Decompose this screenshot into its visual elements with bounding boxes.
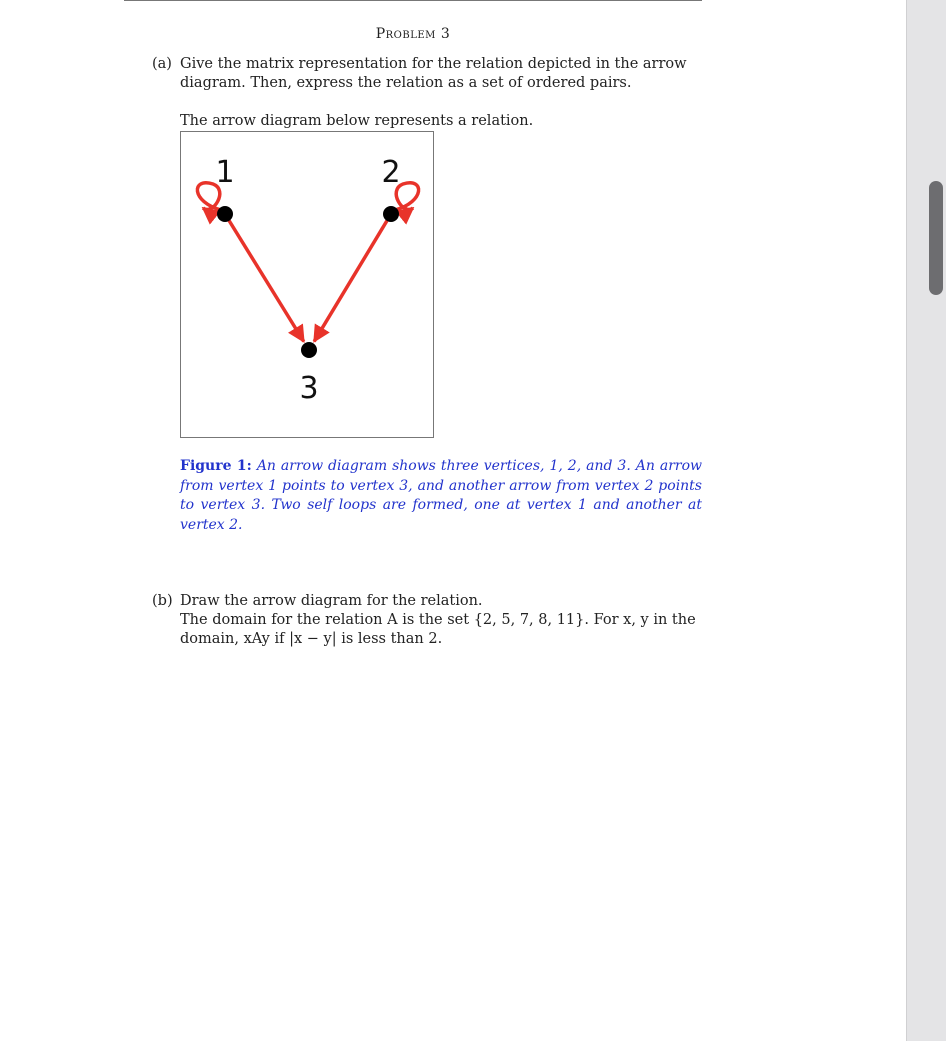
vertex-label-2: 2 [381, 155, 401, 190]
part-b-line2: The domain for the relation A is the set {2, 5, 7, 8, 11}. For x, y in the domain, xAy if |x − y| is less than 2. [180, 612, 696, 647]
scrollbar-thumb[interactable] [929, 181, 943, 295]
scrollbar-track[interactable] [906, 0, 946, 1041]
vertex-2 [383, 206, 399, 222]
arrow-diagram-figure [180, 131, 434, 438]
vertex-label-1: 1 [215, 155, 235, 190]
arrow-diagram-svg [181, 132, 433, 437]
figure-caption-text: An arrow diagram shows three vertices, 1, 2, and 3. An arrow from vertex 1 points to vertex 3, and another arrow from vertex 2 points to vertex 3. Two self loops are formed, one at vertex 1 and another at vertex 2. [180, 458, 702, 533]
problem-heading: Problem 3 [375, 26, 451, 42]
part-a-text: Give the matrix representation for the relation depicted in the arrow diagram. Then, express the relation as a set of ordered pairs. [180, 56, 687, 91]
vertex-label-3: 3 [299, 371, 319, 406]
vertex-1 [217, 206, 233, 222]
edge-2-to-3 [314, 214, 391, 341]
vertex-3 [301, 342, 317, 358]
part-b-text [180, 592, 704, 649]
part-b-line1: Draw the arrow diagram for the relation. [180, 593, 483, 609]
part-b-label: (b) [152, 593, 173, 609]
top-rule [124, 0, 702, 1]
part-a-label: (a) [152, 56, 172, 72]
figure-caption-label: Figure 1: [180, 458, 252, 474]
figure-caption [180, 457, 702, 535]
figure-intro: The arrow diagram below represents a relation. [180, 113, 534, 129]
edge-1-to-3 [225, 214, 304, 341]
